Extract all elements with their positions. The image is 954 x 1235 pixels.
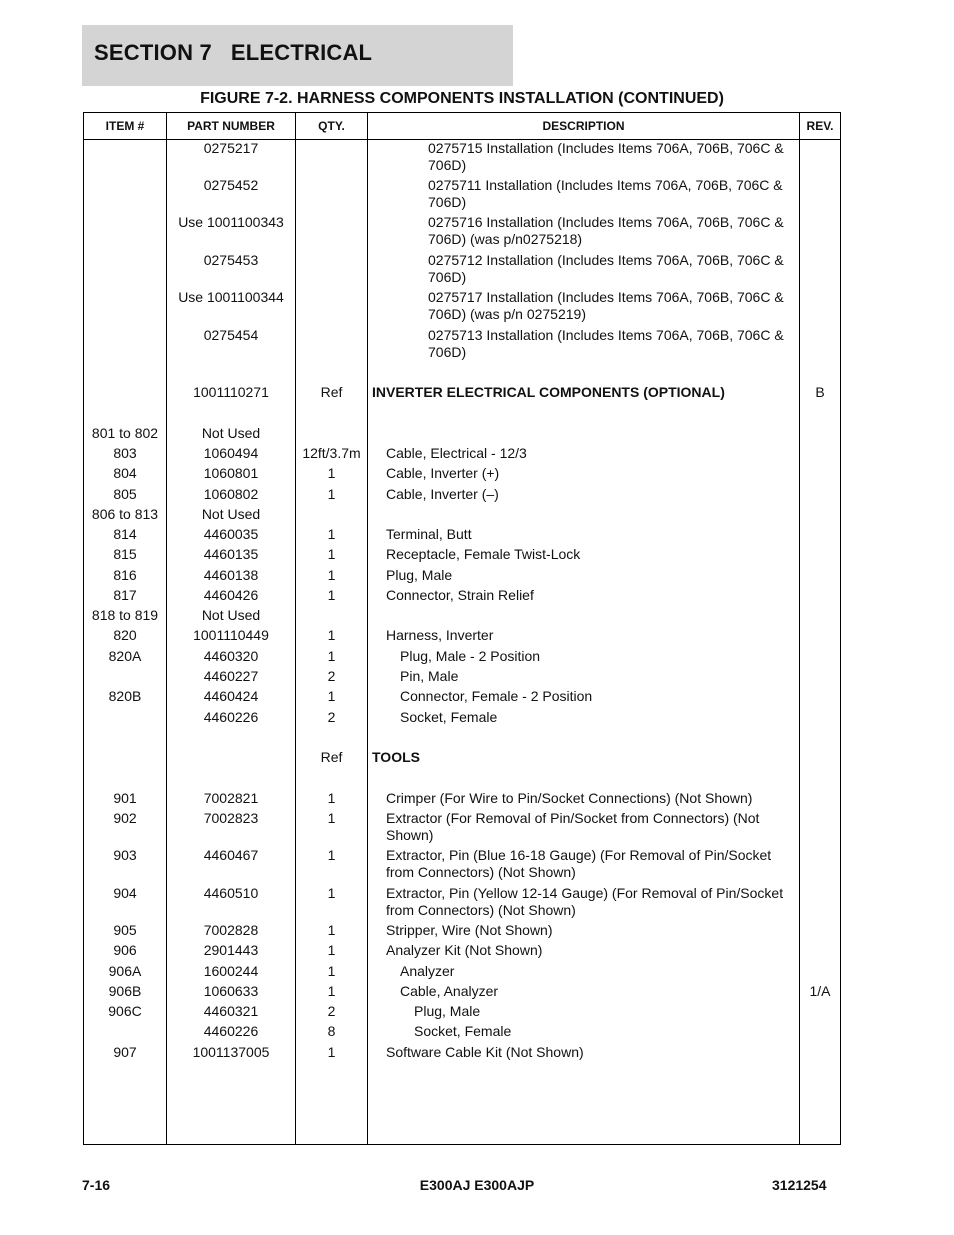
cell-qty: 1: [327, 963, 336, 979]
cell-description: Harness, Inverter: [386, 627, 494, 643]
cell-description: Receptacle, Female Twist-Lock: [386, 546, 581, 562]
cell-part-number: 7002823: [203, 810, 259, 826]
cell-description: TOOLS: [372, 749, 420, 765]
cell-qty: Ref: [320, 749, 343, 765]
cell-part-number: 4460424: [203, 688, 259, 704]
cell-qty: 1: [327, 885, 336, 901]
cell-description: 0275713 Installation (Includes Items 706A, 706B, 706C & 706D): [428, 327, 784, 360]
cell-item: 816: [113, 567, 137, 583]
cell-qty: 1: [327, 922, 336, 938]
cell-qty: 8: [327, 1023, 336, 1039]
cell-item: 906: [113, 942, 137, 958]
header-qty: QTY.: [296, 113, 367, 140]
cell-part-number: 2901443: [203, 942, 259, 958]
cell-item: 814: [113, 526, 137, 542]
cell-qty: 1: [327, 526, 336, 542]
section-title: SECTION 7 ELECTRICAL: [94, 40, 373, 65]
cell-part-number: 1060802: [203, 486, 259, 502]
cell-description: Cable, Analyzer: [400, 983, 499, 999]
cell-part-number: 1600244: [203, 963, 259, 979]
cell-part-number: 0275452: [203, 177, 259, 193]
cell-part-number: 4460138: [203, 567, 259, 583]
cell-qty: 1: [327, 567, 336, 583]
cell-description: 0275712 Installation (Includes Items 706A, 706B, 706C & 706D): [428, 252, 784, 285]
cell-description: Extractor (For Removal of Pin/Socket from Connectors) (Not Shown): [386, 810, 760, 843]
cell-qty: 1: [327, 648, 336, 664]
cell-item: 906B: [108, 983, 142, 999]
cell-qty: 1: [327, 847, 336, 863]
cell-item: 803: [113, 445, 137, 461]
header-part-number: PART NUMBER: [167, 113, 295, 140]
cell-part-number: Not Used: [201, 425, 261, 441]
cell-description: Socket, Female: [400, 709, 498, 725]
header-item: ITEM #: [84, 113, 166, 140]
cell-item: 905: [113, 922, 137, 938]
cell-qty: 2: [327, 668, 336, 684]
cell-qty: 1: [327, 942, 336, 958]
cell-item: 903: [113, 847, 137, 863]
cell-rev: B: [815, 384, 825, 400]
cell-qty: 1: [327, 486, 336, 502]
cell-description: INVERTER ELECTRICAL COMPONENTS (OPTIONAL): [372, 384, 725, 400]
cell-item: 901: [113, 790, 137, 806]
cell-part-number: 1001110271: [193, 384, 269, 400]
cell-qty: Ref: [320, 384, 343, 400]
cell-description: Extractor, Pin (Yellow 12-14 Gauge) (For Removal of Pin/Socket from Connectors) (Not Shown): [386, 885, 784, 918]
cell-item: 804: [113, 465, 137, 481]
cell-part-number: Not Used: [201, 607, 261, 623]
cell-description: Plug, Male - 2 Position: [400, 648, 541, 664]
cell-item: 820A: [108, 648, 142, 664]
figure-title: FIGURE 7-2. HARNESS COMPONENTS INSTALLATION (CONTINUED): [200, 90, 724, 107]
cell-item: 906A: [108, 963, 142, 979]
cell-item: 801 to 802: [91, 425, 159, 441]
cell-part-number: 0275217: [203, 140, 259, 156]
cell-qty: 1: [327, 465, 336, 481]
cell-part-number: 4460226: [203, 1023, 259, 1039]
cell-description: 0275716 Installation (Includes Items 706A, 706B, 706C & 706D) (was p/n0275218): [428, 214, 784, 247]
cell-part-number: 1001110449: [193, 627, 269, 643]
cell-item: 902: [113, 810, 137, 826]
cell-item: 907: [113, 1044, 137, 1060]
cell-item: 904: [113, 885, 137, 901]
cell-part-number: 1060494: [203, 445, 259, 461]
cell-part-number: 1060801: [203, 465, 259, 481]
cell-part-number: 1060633: [203, 983, 259, 999]
cell-description: Cable, Inverter (+): [386, 465, 500, 481]
header-rev: REV.: [800, 113, 840, 140]
cell-part-number: 7002828: [203, 922, 259, 938]
cell-description: 0275715 Installation (Includes Items 706A, 706B, 706C & 706D): [428, 140, 784, 173]
cell-description: Extractor, Pin (Blue 16-18 Gauge) (For Removal of Pin/Socket from Connectors) (Not Shown): [386, 847, 772, 880]
cell-qty: 1: [327, 790, 336, 806]
cell-part-number: 4460227: [203, 668, 259, 684]
cell-description: Analyzer: [400, 963, 455, 979]
cell-description: Cable, Inverter (–): [386, 486, 499, 502]
parts-table: [83, 112, 841, 1145]
document-number: 3121254: [772, 1177, 827, 1193]
cell-part-number: 4460467: [203, 847, 259, 863]
cell-part-number: 0275453: [203, 252, 259, 268]
cell-item: 817: [113, 587, 137, 603]
cell-part-number: 4460135: [203, 546, 259, 562]
cell-part-number: Use 1001100344: [178, 289, 284, 305]
cell-item: 820: [113, 627, 137, 643]
cell-part-number: 7002821: [203, 790, 259, 806]
cell-description: Socket, Female: [414, 1023, 512, 1039]
cell-item: 815: [113, 546, 137, 562]
model-name: E300AJ E300AJP: [419, 1177, 535, 1193]
cell-part-number: 4460321: [203, 1003, 259, 1019]
cell-description: Plug, Male: [386, 567, 453, 583]
cell-qty: 12ft/3.7m: [302, 445, 361, 461]
cell-item: 806 to 813: [91, 506, 159, 522]
cell-qty: 2: [327, 1003, 336, 1019]
cell-part-number: 4460426: [203, 587, 259, 603]
cell-part-number: 4460320: [203, 648, 259, 664]
cell-part-number: Not Used: [201, 506, 261, 522]
cell-part-number: 1001137005: [192, 1044, 270, 1060]
cell-description: Software Cable Kit (Not Shown): [386, 1044, 584, 1060]
cell-part-number: Use 1001100343: [178, 214, 284, 230]
cell-qty: 2: [327, 709, 336, 725]
cell-item: 820B: [108, 688, 142, 704]
cell-qty: 1: [327, 587, 336, 603]
cell-qty: 1: [327, 627, 336, 643]
cell-description: 0275717 Installation (Includes Items 706A, 706B, 706C & 706D) (was p/n 0275219): [428, 289, 784, 322]
cell-item: 818 to 819: [91, 607, 159, 623]
cell-description: Cable, Electrical - 12/3: [386, 445, 527, 461]
cell-description: Connector, Strain Relief: [386, 587, 534, 603]
header-description: DESCRIPTION: [368, 113, 799, 140]
column-divider: [367, 113, 368, 1144]
cell-qty: 1: [327, 810, 336, 826]
cell-item: 906C: [108, 1003, 142, 1019]
cell-description: 0275711 Installation (Includes Items 706A, 706B, 706C & 706D): [428, 177, 783, 210]
page-number: 7-16: [82, 1177, 111, 1193]
cell-description: Crimper (For Wire to Pin/Socket Connections) (Not Shown): [386, 790, 753, 806]
cell-part-number: 0275454: [203, 327, 259, 343]
cell-part-number: 4460035: [203, 526, 259, 542]
cell-part-number: 4460510: [203, 885, 259, 901]
cell-qty: 1: [327, 1044, 336, 1060]
cell-description: Connector, Female - 2 Position: [400, 688, 593, 704]
cell-description: Stripper, Wire (Not Shown): [386, 922, 553, 938]
cell-rev: 1/A: [809, 983, 831, 999]
cell-item: 805: [113, 486, 137, 502]
cell-description: Terminal, Butt: [386, 526, 472, 542]
cell-description: Plug, Male: [414, 1003, 481, 1019]
cell-qty: 1: [327, 688, 336, 704]
cell-part-number: 4460226: [203, 709, 259, 725]
cell-qty: 1: [327, 983, 336, 999]
cell-qty: 1: [327, 546, 336, 562]
cell-description: Pin, Male: [400, 668, 459, 684]
cell-description: Analyzer Kit (Not Shown): [386, 942, 543, 958]
